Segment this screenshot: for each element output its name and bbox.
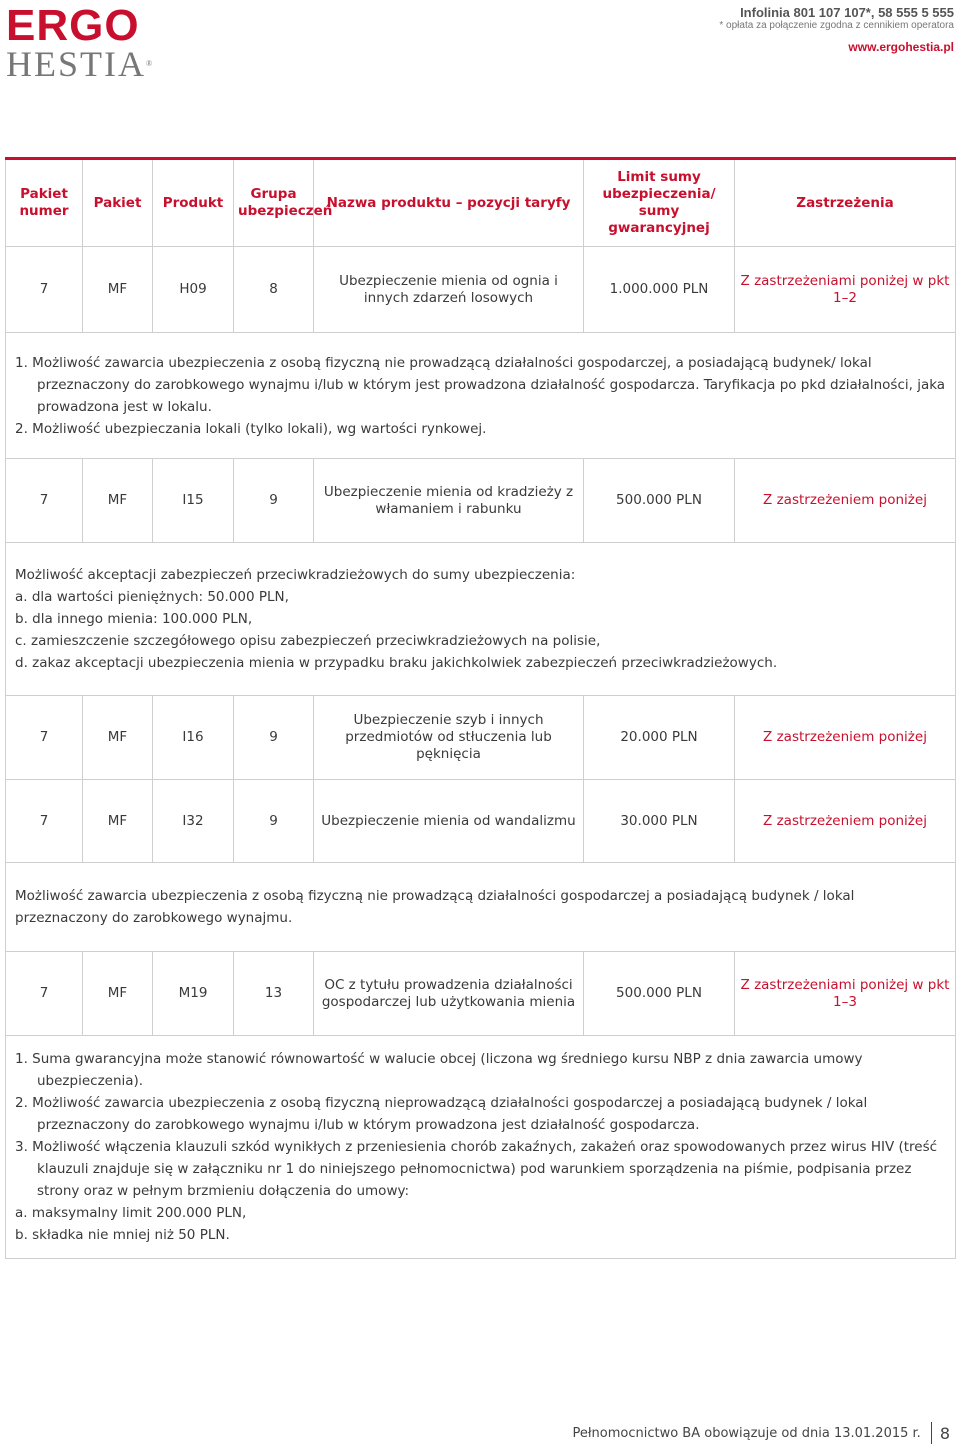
note-item: a. maksymalny limit 200.000 PLN,: [15, 1205, 247, 1221]
note-item: b. dla innego mienia: 100.000 PLN,: [15, 611, 253, 627]
cell-product-name: OC z tytułu prowadzenia działalności gospodarczej lub użytkowania mienia: [314, 952, 584, 1036]
note-item: b. składka nie mniej niż 50 PLN.: [15, 1227, 230, 1243]
note-item: d. zakaz akceptacji ubezpieczenia mienia w przypadku braku jakichkolwiek zabezpieczeń przeciwkradzieżowych.: [15, 655, 778, 671]
cell-package: MF: [83, 780, 153, 863]
note-item: a. dla wartości pieniężnych: 50.000 PLN,: [15, 589, 289, 605]
note-item: 1. Możliwość zawarcia ubezpieczenia z osobą fizyczną nie prowadzącą działalności gospodarczej, a posiadającą budynek/ lokal przeznaczony do zarobkowego wynajmu i/lub w którym jest prowadzona działalność gospodarcza. Taryfikacja po pkd działalności, jaka prowadzona jest w lokalu.: [15, 354, 946, 415]
cell-product-name: Ubezpieczenie mienia od wandalizmu: [314, 780, 584, 863]
footer-divider: [931, 1422, 932, 1444]
cell-group: 9: [234, 696, 314, 780]
infoline: Infolinia 801 107 107*, 58 555 5 555: [740, 5, 954, 20]
col-header-sum-limit: Limit sumy ubezpieczenia/ sumy gwarancyjnej: [584, 159, 735, 247]
cell-product: I16: [153, 696, 234, 780]
table-note-row: [6, 543, 956, 696]
cell-package-number: 7: [6, 247, 83, 333]
note-item: c. zamieszczenie szczegółowego opisu zabezpieczeń przeciwkradzieżowych na polisie,: [15, 633, 601, 649]
cell-package: MF: [83, 696, 153, 780]
cell-reservations: Z zastrzeżeniami poniżej w pkt 1–3: [735, 952, 956, 1036]
registered-mark-icon: ®: [146, 59, 155, 68]
cell-limit: 500.000 PLN: [584, 459, 735, 543]
col-header-reservations: Zastrzeżenia: [735, 159, 956, 247]
table-row: [6, 780, 956, 863]
col-header-product: Produkt: [153, 159, 234, 247]
cell-limit: 1.000.000 PLN: [584, 247, 735, 333]
website-link[interactable]: www.ergohestia.pl: [848, 40, 954, 54]
table-row: [6, 952, 956, 1036]
cell-group: 9: [234, 459, 314, 543]
cell-product: I15: [153, 459, 234, 543]
footer-validity-text: Pełnomocnictwo BA obowiązuje od dnia 13.01.2015 r.: [572, 1425, 921, 1441]
cell-package-number: 7: [6, 459, 83, 543]
cell-product: H09: [153, 247, 234, 333]
col-header-package-number: Pakiet numer: [6, 159, 83, 247]
cell-reservations: Z zastrzeżeniem poniżej: [735, 780, 956, 863]
cell-reservations: Z zastrzeżeniem poniżej: [735, 459, 956, 543]
note-item: Możliwość zawarcia ubezpieczenia z osobą fizyczną nie prowadzącą działalności gospodarczej a posiadającą budynek / lokal przeznaczony do zarobkowego wynajmu.: [15, 888, 855, 926]
cell-limit: 30.000 PLN: [584, 780, 735, 863]
cell-group: 8: [234, 247, 314, 333]
table-header-row: [6, 159, 956, 247]
note-item: 3. Możliwość włączenia klauzuli szkód wynikłych z przeniesienia chorób zakaźnych, zakażeń oraz spowodowanych przez wirus HIV (treść klauzuli znajduje się w załączniku nr 1 do niniejszego pełnomocnictwa) pod warunkiem sporządzenia na piśmie, podpisania przez strony oraz w pełnym brzmieniu dołączenia do umowy:: [15, 1139, 938, 1199]
cell-product: I32: [153, 780, 234, 863]
page-footer: [572, 1422, 950, 1444]
cell-group: 13: [234, 952, 314, 1036]
cell-package: MF: [83, 459, 153, 543]
infoline-note: * opłata za połączenie zgodna z cennikiem operatora: [719, 20, 954, 31]
cell-group: 9: [234, 780, 314, 863]
cell-package: MF: [83, 247, 153, 333]
note-item: 2. Możliwość zawarcia ubezpieczenia z osobą fizyczną nieprowadzącą działalności gospodarczej a posiadającą budynek / lokal przeznaczony do zarobkowego wynajmu i/lub w którym prowadzona jest działalność gospodarcza.: [15, 1095, 868, 1133]
table-row: [6, 247, 956, 333]
cell-package-number: 7: [6, 780, 83, 863]
cell-product: M19: [153, 952, 234, 1036]
logo-ergo-text: ERGO: [6, 1, 140, 50]
cell-product-name: Ubezpieczenie szyb i innych przedmiotów od stłuczenia lub pęknięcia: [314, 696, 584, 780]
table-note-row: [6, 863, 956, 952]
col-header-package: Pakiet: [83, 159, 153, 247]
note-item: 1. Suma gwarancyjna może stanowić równowartość w walucie obcej (liczona wg średniego kursu NBP z dnia zawarcia umowy ubezpieczenia).: [15, 1051, 863, 1089]
table-note-row: [6, 333, 956, 459]
col-header-insurance-group: Grupa ubezpieczeń: [234, 159, 314, 247]
table-row: [6, 696, 956, 780]
tariff-table: [5, 157, 956, 1259]
note-i15: [6, 543, 956, 696]
cell-product-name: Ubezpieczenie mienia od kradzieży z włamaniem i rabunku: [314, 459, 584, 543]
note-item: 2. Możliwość ubezpieczania lokali (tylko lokali), wg wartości rynkowej.: [15, 420, 487, 437]
cell-package-number: 7: [6, 952, 83, 1036]
cell-reservations: Z zastrzeżeniami poniżej w pkt 1–2: [735, 247, 956, 333]
cell-product-name: Ubezpieczenie mienia od ognia i innych zdarzeń losowych: [314, 247, 584, 333]
note-item: Możliwość akceptacji zabezpieczeń przeciwkradzieżowych do sumy ubezpieczenia:: [15, 567, 576, 583]
cell-reservations: Z zastrzeżeniem poniżej: [735, 696, 956, 780]
note-h09: [6, 333, 956, 459]
logo-hestia-text: HESTIA: [6, 44, 146, 84]
table-note-row: [6, 1036, 956, 1259]
ergo-hestia-logo: [6, 1, 155, 84]
col-header-product-name: Nazwa produktu – pozycji taryfy: [314, 159, 584, 247]
page-number: 8: [939, 1423, 950, 1443]
note-m19: [6, 1036, 956, 1259]
cell-package: MF: [83, 952, 153, 1036]
contact-info: [719, 5, 954, 54]
note-i32: [6, 863, 956, 952]
table-row: [6, 459, 956, 543]
cell-package-number: 7: [6, 696, 83, 780]
cell-limit: 20.000 PLN: [584, 696, 735, 780]
cell-limit: 500.000 PLN: [584, 952, 735, 1036]
